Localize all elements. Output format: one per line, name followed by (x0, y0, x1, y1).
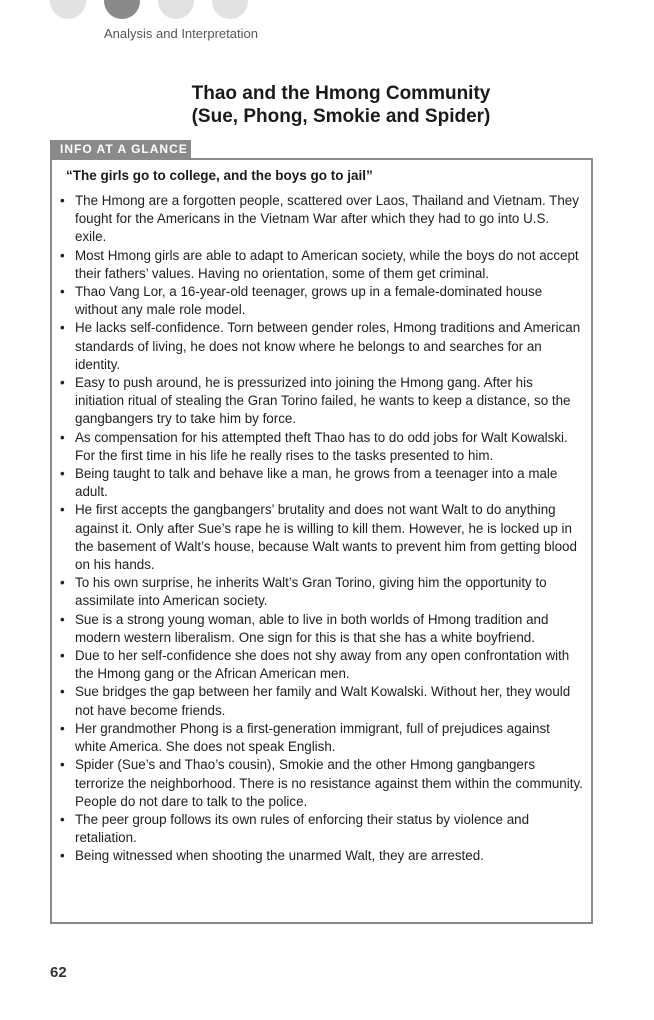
bullet-item: • Being taught to talk and behave like a man, he grows from a teenager into a male adult. (58, 465, 583, 501)
chapter-tab-indicator (158, 0, 194, 19)
bullet-item: • Sue is a strong young woman, able to live in both worlds of Hmong tradition and modern western liberalism. One sign for this is that she has a white boyfriend. (58, 611, 583, 647)
page-title-line-2: (Sue, Phong, Smokie and Spider) (191, 106, 491, 127)
chapter-tab-indicator-active (104, 0, 140, 19)
page-number: 62 (50, 964, 67, 981)
bullet-item: • He lacks self-confidence. Torn between gender roles, Hmong traditions and American standards of living, he does not know where he belongs to and searches for an identity. (58, 319, 583, 374)
chapter-tab-indicator (212, 0, 248, 19)
bullet-item: • Sue bridges the gap between her family and Walt Kowalski. Without her, they would not have become friends. (58, 683, 583, 719)
bullet-item: • Her grandmother Phong is a first-generation immigrant, full of prejudices against white America. She does not speak English. (58, 720, 583, 756)
bullet-item: • Spider (Sue’s and Thao’s cousin), Smokie and the other Hmong gangbangers terrorize the neighborhood. There is no resistance against them within the community. People do not dare to talk to the police. (58, 756, 583, 811)
info-bullet-list (58, 192, 583, 866)
section-label: Analysis and Interpretation (104, 26, 258, 41)
page-title (0, 82, 654, 128)
page-title-line-1: Thao and the Hmong Community (191, 83, 491, 104)
bullet-item: • As compensation for his attempted theft Thao has to do odd jobs for Walt Kowalski. For the first time in his life he really rises to the tasks presented to him. (58, 429, 583, 465)
bullet-item: • Thao Vang Lor, a 16-year-old teenager, grows up in a female-dominated house without any male role model. (58, 283, 583, 319)
info-box-quote: “The girls go to college, and the boys go to jail” (66, 168, 373, 183)
bullet-item: • Most Hmong girls are able to adapt to American society, while the boys do not accept their fathers’ values. Having no orientation, some of them get criminal. (58, 247, 583, 283)
chapter-tab-indicator (50, 0, 86, 19)
bullet-item: • Being witnessed when shooting the unarmed Walt, they are arrested. (58, 847, 583, 865)
bullet-item: • Easy to push around, he is pressurized into joining the Hmong gang. After his initiation ritual of stealing the Gran Torino failed, he wants to keep a distance, so the gangbangers try to take him by force. (58, 374, 583, 429)
bullet-item: • Due to her self-confidence she does not shy away from any open confrontation with the Hmong gang or the African American men. (58, 647, 583, 683)
bullet-item: • To his own surprise, he inherits Walt’s Gran Torino, giving him the opportunity to assimilate into American society. (58, 574, 583, 610)
chapter-tab-indicators (0, 0, 300, 20)
bullet-item: • The peer group follows its own rules of enforcing their status by violence and retaliation. (58, 811, 583, 847)
bullet-item: • He first accepts the gangbangers’ brutality and does not want Walt to do anything against it. Only after Sue’s rape he is willing to kill them. However, he is locked up in the basement of Walt’s house, because Walt wants to prevent him from getting blood on his hands. (58, 501, 583, 574)
info-box-tab-label: INFO AT A GLANCE (50, 140, 191, 159)
bullet-item: • The Hmong are a forgotten people, scattered over Laos, Thailand and Vietnam. They fought for the Americans in the Vietnam War after which they had to go into U.S. exile. (58, 192, 583, 247)
